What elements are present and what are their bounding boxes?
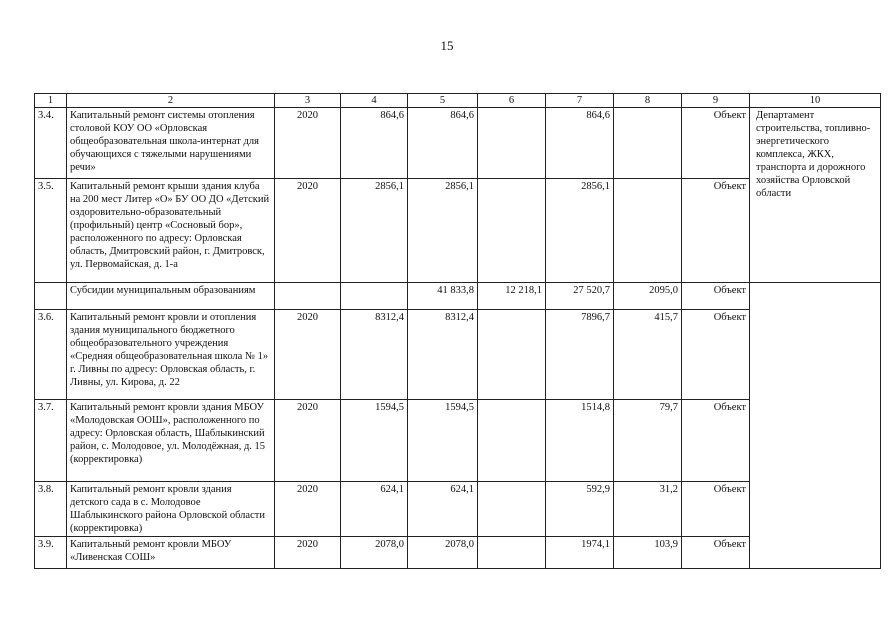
unit-cell: Объект bbox=[682, 179, 750, 283]
amount-col8: 79,7 bbox=[614, 400, 682, 482]
amount-col4: 8312,4 bbox=[341, 310, 408, 400]
amount-col4: 2078,0 bbox=[341, 537, 408, 569]
header-cell: 4 bbox=[341, 94, 408, 108]
amount-col8 bbox=[614, 179, 682, 283]
amount-col7: 7896,7 bbox=[546, 310, 614, 400]
amount-col4: 864,6 bbox=[341, 108, 408, 179]
header-cell: 6 bbox=[478, 94, 546, 108]
work-description: Капитальный ремонт кровли здания МБОУ «Молодовская ООШ», расположенного по адресу: Орловская область, Шаблыкинский район, с. Молодовое, ул. Молодёжная, д. 15 (корректировка) bbox=[67, 400, 275, 482]
header-cell: 2 bbox=[67, 94, 275, 108]
amount-col7: 2856,1 bbox=[546, 179, 614, 283]
amount-col5: 8312,4 bbox=[408, 310, 478, 400]
work-description: Капитальный ремонт системы отопления столовой КОУ ОО «Орловская общеобразовательная школа-интернат для обучающихся с тяжелыми нарушениями речи» bbox=[67, 108, 275, 179]
work-description: Капитальный ремонт крыши здания клуба на 200 мест Литер «О» БУ ОО ДО «Детский оздоровительно-образовательный (профильный) центр «Сосновый бор», расположенного по адресу: Орловская область, Дмитровский район, г. Дмитровск, ул. Первомайская, д. 1-а bbox=[67, 179, 275, 283]
row-number bbox=[35, 283, 67, 310]
amount-col6 bbox=[478, 537, 546, 569]
work-description: Субсидии муниципальным образованиям bbox=[67, 283, 275, 310]
amount-col5: 624,1 bbox=[408, 482, 478, 537]
unit-cell: Объект bbox=[682, 310, 750, 400]
amount-col4: 1594,5 bbox=[341, 400, 408, 482]
responsible-department-blank bbox=[750, 283, 881, 569]
table-row bbox=[35, 108, 881, 179]
header-row bbox=[35, 94, 881, 108]
amount-col5: 2078,0 bbox=[408, 537, 478, 569]
amount-col8: 2095,0 bbox=[614, 283, 682, 310]
amount-col6 bbox=[478, 400, 546, 482]
amount-col5: 1594,5 bbox=[408, 400, 478, 482]
table-row bbox=[35, 283, 881, 310]
amount-col5: 2856,1 bbox=[408, 179, 478, 283]
row-number: 3.5. bbox=[35, 179, 67, 283]
amount-col7: 592,9 bbox=[546, 482, 614, 537]
year-cell: 2020 bbox=[275, 310, 341, 400]
amount-col6 bbox=[478, 108, 546, 179]
header-cell: 8 bbox=[614, 94, 682, 108]
amount-col6 bbox=[478, 482, 546, 537]
year-cell: 2020 bbox=[275, 400, 341, 482]
amount-col8: 415,7 bbox=[614, 310, 682, 400]
row-number: 3.8. bbox=[35, 482, 67, 537]
amount-col4 bbox=[341, 283, 408, 310]
header-cell: 1 bbox=[35, 94, 67, 108]
amount-col5: 864,6 bbox=[408, 108, 478, 179]
amount-col6 bbox=[478, 179, 546, 283]
amount-col6 bbox=[478, 310, 546, 400]
amount-col7: 864,6 bbox=[546, 108, 614, 179]
header-cell: 9 bbox=[682, 94, 750, 108]
year-cell: 2020 bbox=[275, 179, 341, 283]
work-description: Капитальный ремонт кровли здания детского сада в с. Молодовое Шаблыкинского района Орловской области (корректировка) bbox=[67, 482, 275, 537]
amount-col8 bbox=[614, 108, 682, 179]
year-cell: 2020 bbox=[275, 537, 341, 569]
amount-col4: 624,1 bbox=[341, 482, 408, 537]
year-cell bbox=[275, 283, 341, 310]
unit-cell: Объект bbox=[682, 482, 750, 537]
row-number: 3.4. bbox=[35, 108, 67, 179]
header-cell: 10 bbox=[750, 94, 881, 108]
amount-col4: 2856,1 bbox=[341, 179, 408, 283]
header-cell: 7 bbox=[546, 94, 614, 108]
row-number: 3.9. bbox=[35, 537, 67, 569]
amount-col7: 1514,8 bbox=[546, 400, 614, 482]
amount-col8: 103,9 bbox=[614, 537, 682, 569]
work-description: Капитальный ремонт кровли МБОУ «Ливенская СОШ» bbox=[67, 537, 275, 569]
unit-cell: Объект bbox=[682, 283, 750, 310]
row-number: 3.6. bbox=[35, 310, 67, 400]
year-cell: 2020 bbox=[275, 108, 341, 179]
amount-col7: 1974,1 bbox=[546, 537, 614, 569]
year-cell: 2020 bbox=[275, 482, 341, 537]
unit-cell: Объект bbox=[682, 400, 750, 482]
amount-col8: 31,2 bbox=[614, 482, 682, 537]
work-description: Капитальный ремонт кровли и отопления здания муниципального бюджетного общеобразовательного учреждения «Средняя общеобразовательная школа № 1» г. Ливны по адресу: Орловская область, г. Ливны, ул. Кирова, д. 22 bbox=[67, 310, 275, 400]
page-number: 15 bbox=[440, 38, 454, 53]
amount-col6: 12 218,1 bbox=[478, 283, 546, 310]
row-number: 3.7. bbox=[35, 400, 67, 482]
budget-table bbox=[34, 93, 881, 569]
unit-cell: Объект bbox=[682, 537, 750, 569]
amount-col5: 41 833,8 bbox=[408, 283, 478, 310]
responsible-department: Департамент строительства, топливно-энергетического комплекса, ЖКХ, транспорта и дорожного хозяйства Орловской области bbox=[750, 108, 881, 283]
header-cell: 3 bbox=[275, 94, 341, 108]
header-cell: 5 bbox=[408, 94, 478, 108]
amount-col7: 27 520,7 bbox=[546, 283, 614, 310]
unit-cell: Объект bbox=[682, 108, 750, 179]
